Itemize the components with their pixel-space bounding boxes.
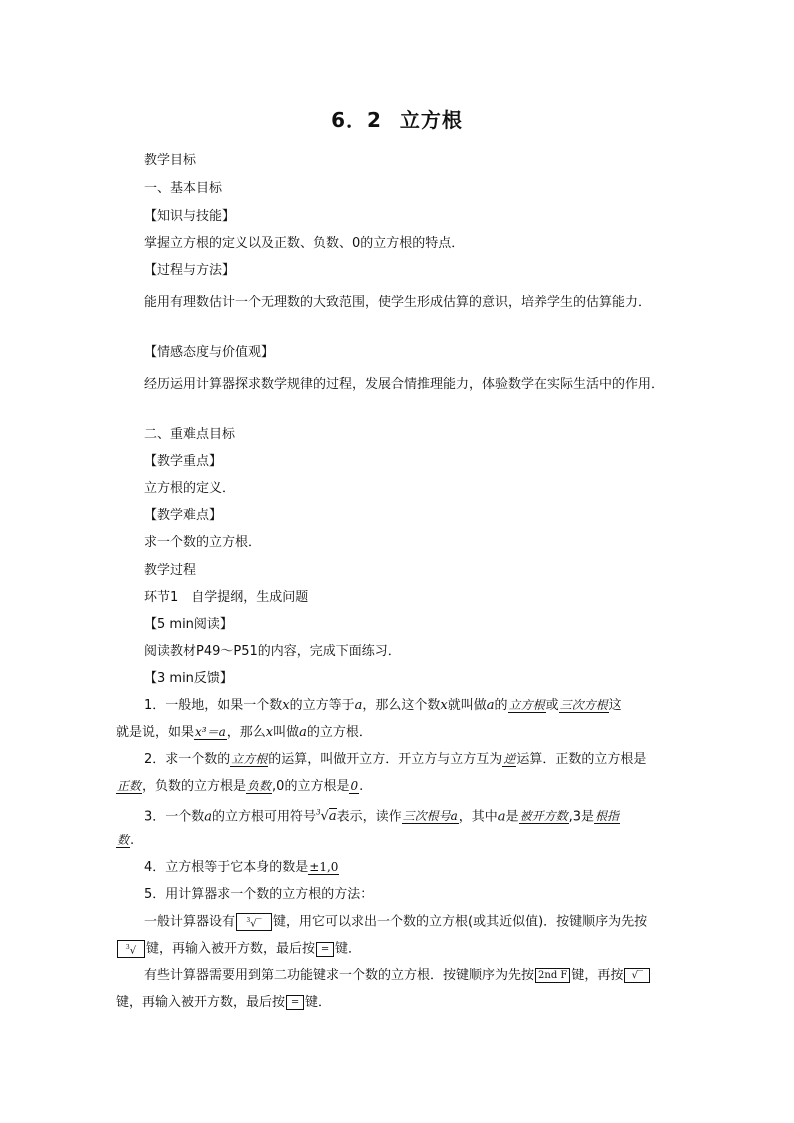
paragraph: 经历运用计算器探求数学规律的过程，发展合情推理能力，体验数学在实际生活中的作用． (144, 377, 665, 392)
paragraph: 立方根的定义． (144, 481, 236, 496)
heading-difficulty: 【教学难点】 (144, 508, 223, 523)
paragraph: 阅读教材P49～P51的内容，完成下面练习． (144, 644, 401, 659)
question-5-line-4: 键，再输入被开方数，最后按 = 键． (116, 995, 332, 1010)
equals-key-icon: = (286, 995, 304, 1010)
heading-reading: 【5 min阅读】 (144, 617, 233, 632)
cube-root-key-icon: $^3$√‾ (236, 913, 272, 931)
question-1-line-2: 就是说，如果x³＝a，那么x叫做a的立方根． (116, 725, 372, 740)
answer: 根指 (594, 809, 619, 824)
cube-root-key-icon: √‾ (624, 968, 650, 983)
heading-key-point: 【教学重点】 (144, 454, 223, 469)
answer: 数 (117, 833, 130, 847)
question-5-line-3: 有些计算器需要用到第二功能键求一个数的立方根．按键顺序为先按 2nd F 键，再按 √‾ (144, 967, 678, 984)
heading-key-difficult: 二、重难点目标 (144, 427, 236, 442)
question-3-line-1: 3．一个数a的立方根可用符号$^3$√a表示，读作三次根号a，其中a是被开方数,3是根指 (144, 809, 619, 825)
equals-key-icon: = (316, 942, 334, 957)
question-2-line-2: 正数，负数的立方根是负数,0的立方根是0. (117, 779, 364, 794)
answer: 三次方根 (559, 698, 608, 712)
heading-teaching-process: 教学过程 (144, 563, 197, 578)
question-5: 5．用计算器求一个数的立方根的方法： (144, 887, 374, 902)
question-1-line-1: 1．一般地，如果一个数x的立方等于a，那么这个数x就叫做a的立方根或三次方根这 (144, 698, 622, 713)
cube-root-key-icon: $^3$√ (117, 940, 145, 958)
answer: x³＝a (195, 725, 226, 739)
heading-process: 【过程与方法】 (144, 263, 236, 278)
paragraph: 求一个数的立方根． (144, 535, 262, 550)
answer: 三次根号a (402, 809, 458, 824)
answer: 0 (350, 779, 359, 793)
heading-feedback: 【3 min反馈】 (144, 671, 233, 686)
cube-root-symbol: $^3$√a (316, 809, 337, 825)
question-2-line-1: 2．求一个数的立方根的运算，叫做开立方．开立方与立方互为逆运算．正数的立方根是 (144, 752, 647, 767)
second-function-key-icon: 2nd F (535, 968, 570, 983)
answer: 逆 (503, 752, 516, 766)
heading-emotion: 【情感态度与价值观】 (144, 345, 275, 360)
heading-teaching-goals: 教学目标 (144, 153, 197, 168)
question-5-line-1: 一般计算器设有 $^3$√‾ 键，用它可以求出一个数的立方根(或其近似值)．按键顺序为先按 (144, 914, 648, 930)
page-title (0, 104, 794, 133)
answer: ±1,0 (309, 860, 339, 874)
heading-step-1: 环节1 自学提纲，生成问题 (144, 590, 309, 605)
question-3-line-2: 数. (117, 833, 135, 848)
question-5-line-2: $^3$√ 键，再输入被开方数，最后按 = 键． (116, 940, 678, 958)
heading-basic-goals: 一、基本目标 (144, 181, 223, 196)
section-number: 6．2 (331, 108, 382, 132)
paragraph: 掌握立方根的定义以及正数、负数、0的立方根的特点． (144, 236, 465, 251)
answer: 立方根 (231, 752, 268, 766)
paragraph: 能用有理数估计一个无理数的大致范围，使学生形成估算的意识，培养学生的估算能力． (144, 295, 652, 310)
answer: 被开方数 (519, 809, 568, 824)
answer: 立方根 (508, 698, 545, 712)
section-title: 立方根 (399, 108, 463, 132)
answer: 负数 (247, 779, 272, 793)
question-4: 4．立方根等于它本身的数是±1,0 (144, 860, 339, 875)
answer: 正数 (117, 779, 142, 793)
heading-knowledge: 【知识与技能】 (144, 209, 236, 224)
